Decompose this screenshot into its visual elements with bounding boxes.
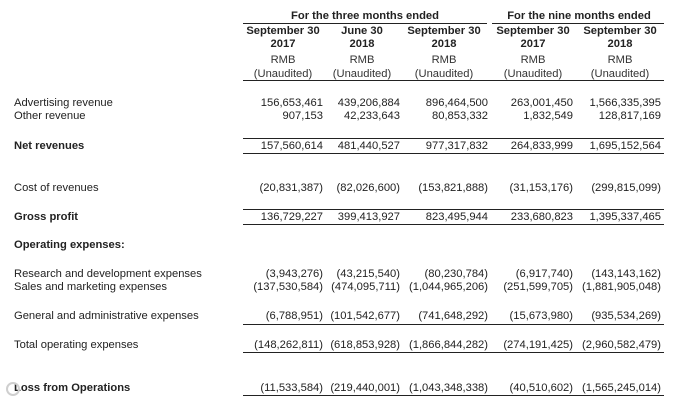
cell-value: (31,153,176): [509, 182, 573, 194]
cell-value: 896,464,500: [425, 97, 488, 109]
column-currency: RMB: [270, 54, 296, 66]
column-year: 2017: [520, 38, 546, 50]
row-label-gross-profit: Gross profit: [14, 211, 79, 223]
column-year: 2018: [349, 38, 375, 50]
cell-value: (1,565,245,014): [582, 382, 661, 394]
subtotal-rule: [243, 138, 664, 139]
watermark-logo-icon: [6, 382, 20, 396]
cell-value: (3,943,276): [265, 268, 323, 280]
cell-value: (299,815,099): [591, 182, 661, 194]
column-currency: RMB: [431, 54, 457, 66]
cell-value: 977,317,832: [425, 140, 488, 152]
cell-value: (137,530,584): [253, 281, 323, 293]
row-label-total-operating-expenses: Total operating expenses: [14, 339, 139, 351]
cell-value: 136,729,227: [260, 211, 323, 223]
subtotal-rule: [243, 324, 664, 325]
column-date: September 30: [583, 25, 657, 37]
cell-value: (1,044,965,206): [409, 281, 488, 293]
cell-value: (1,866,844,282): [409, 339, 488, 351]
column-currency: RMB: [607, 54, 633, 66]
header-divider: [243, 23, 487, 24]
header-bottom-rule: [243, 80, 664, 81]
cell-value: (219,440,001): [330, 382, 400, 394]
row-label-loss-from-operations: Loss from Operations: [14, 382, 131, 394]
cell-value: 233,680,823: [510, 211, 573, 223]
cell-value: (1,043,348,338): [409, 382, 488, 394]
column-currency: RMB: [520, 54, 546, 66]
cell-value: (6,917,740): [515, 268, 573, 280]
cell-value: 1,395,337,465: [589, 211, 661, 223]
cell-value: (274,191,425): [503, 339, 573, 351]
column-date: September 30: [246, 25, 320, 37]
cell-value: (80,230,784): [424, 268, 488, 280]
cell-value: (82,026,600): [336, 182, 400, 194]
cell-value: 399,413,927: [337, 211, 400, 223]
cell-value: 264,833,999: [510, 140, 573, 152]
column-status: (Unaudited): [332, 68, 392, 80]
cell-value: (618,853,928): [330, 339, 400, 351]
cell-value: (40,510,602): [509, 382, 573, 394]
cell-value: (251,599,705): [503, 281, 573, 293]
column-status: (Unaudited): [414, 68, 474, 80]
row-label-operating-expenses: Operating expenses:: [14, 239, 125, 251]
subtotal-rule: [243, 395, 664, 396]
column-year: 2017: [270, 38, 296, 50]
cell-value: 907,153: [282, 110, 323, 122]
column-date: September 30: [496, 25, 570, 37]
cell-value: 263,001,450: [510, 97, 573, 109]
column-status: (Unaudited): [503, 68, 563, 80]
column-status: (Unaudited): [590, 68, 650, 80]
cell-value: 80,853,332: [432, 110, 488, 122]
column-year: 2018: [431, 38, 457, 50]
cell-value: (143,143,162): [591, 268, 661, 280]
cell-value: 156,653,461: [260, 97, 323, 109]
cell-value: 157,560,614: [260, 140, 323, 152]
header-three-months: For the three months ended: [291, 10, 439, 22]
cell-value: (20,831,387): [259, 182, 323, 194]
cell-value: (148,262,811): [254, 339, 323, 351]
column-date: June 30: [341, 25, 383, 37]
header-nine-months: For the nine months ended: [507, 10, 651, 22]
cell-value: (2,960,582,479): [582, 339, 661, 351]
row-label-sales-marketing: Sales and marketing expenses: [14, 281, 167, 293]
row-label-cost-of-revenues: Cost of revenues: [14, 182, 99, 194]
subtotal-rule: [243, 209, 664, 210]
cell-value: 1,832,549: [523, 110, 573, 122]
subtotal-rule: [243, 153, 664, 154]
cell-value: (1,881,905,048): [582, 281, 661, 293]
cell-value: 439,206,884: [337, 97, 400, 109]
column-date: September 30: [407, 25, 481, 37]
cell-value: (6,788,951): [265, 310, 323, 322]
row-label-general-administrative: General and administrative expenses: [14, 310, 199, 322]
cell-value: (741,648,292): [418, 310, 488, 322]
cell-value: (153,821,888): [418, 182, 488, 194]
cell-value: 823,495,944: [425, 211, 488, 223]
column-status: (Unaudited): [253, 68, 313, 80]
column-currency: RMB: [349, 54, 375, 66]
subtotal-rule: [243, 224, 664, 225]
cell-value: 42,233,643: [344, 110, 400, 122]
cell-value: (474,095,711): [331, 281, 400, 293]
column-year: 2018: [607, 38, 633, 50]
cell-value: (101,542,677): [330, 310, 400, 322]
cell-value: 128,817,169: [598, 110, 661, 122]
cell-value: 481,440,527: [337, 140, 400, 152]
row-label-other-revenue: Other revenue: [14, 110, 86, 122]
header-divider: [492, 23, 664, 24]
cell-value: (43,215,540): [336, 268, 400, 280]
row-label-net-revenues: Net revenues: [14, 140, 85, 152]
cell-value: (11,533,584): [260, 382, 323, 394]
subtotal-rule: [243, 352, 664, 353]
cell-value: 1,566,335,395: [589, 97, 661, 109]
cell-value: (935,534,269): [591, 310, 661, 322]
cell-value: (15,673,980): [509, 310, 573, 322]
cell-value: 1,695,152,564: [589, 140, 661, 152]
row-label-advertising-revenue: Advertising revenue: [14, 97, 113, 109]
row-label-research-development: Research and development expenses: [14, 268, 202, 280]
